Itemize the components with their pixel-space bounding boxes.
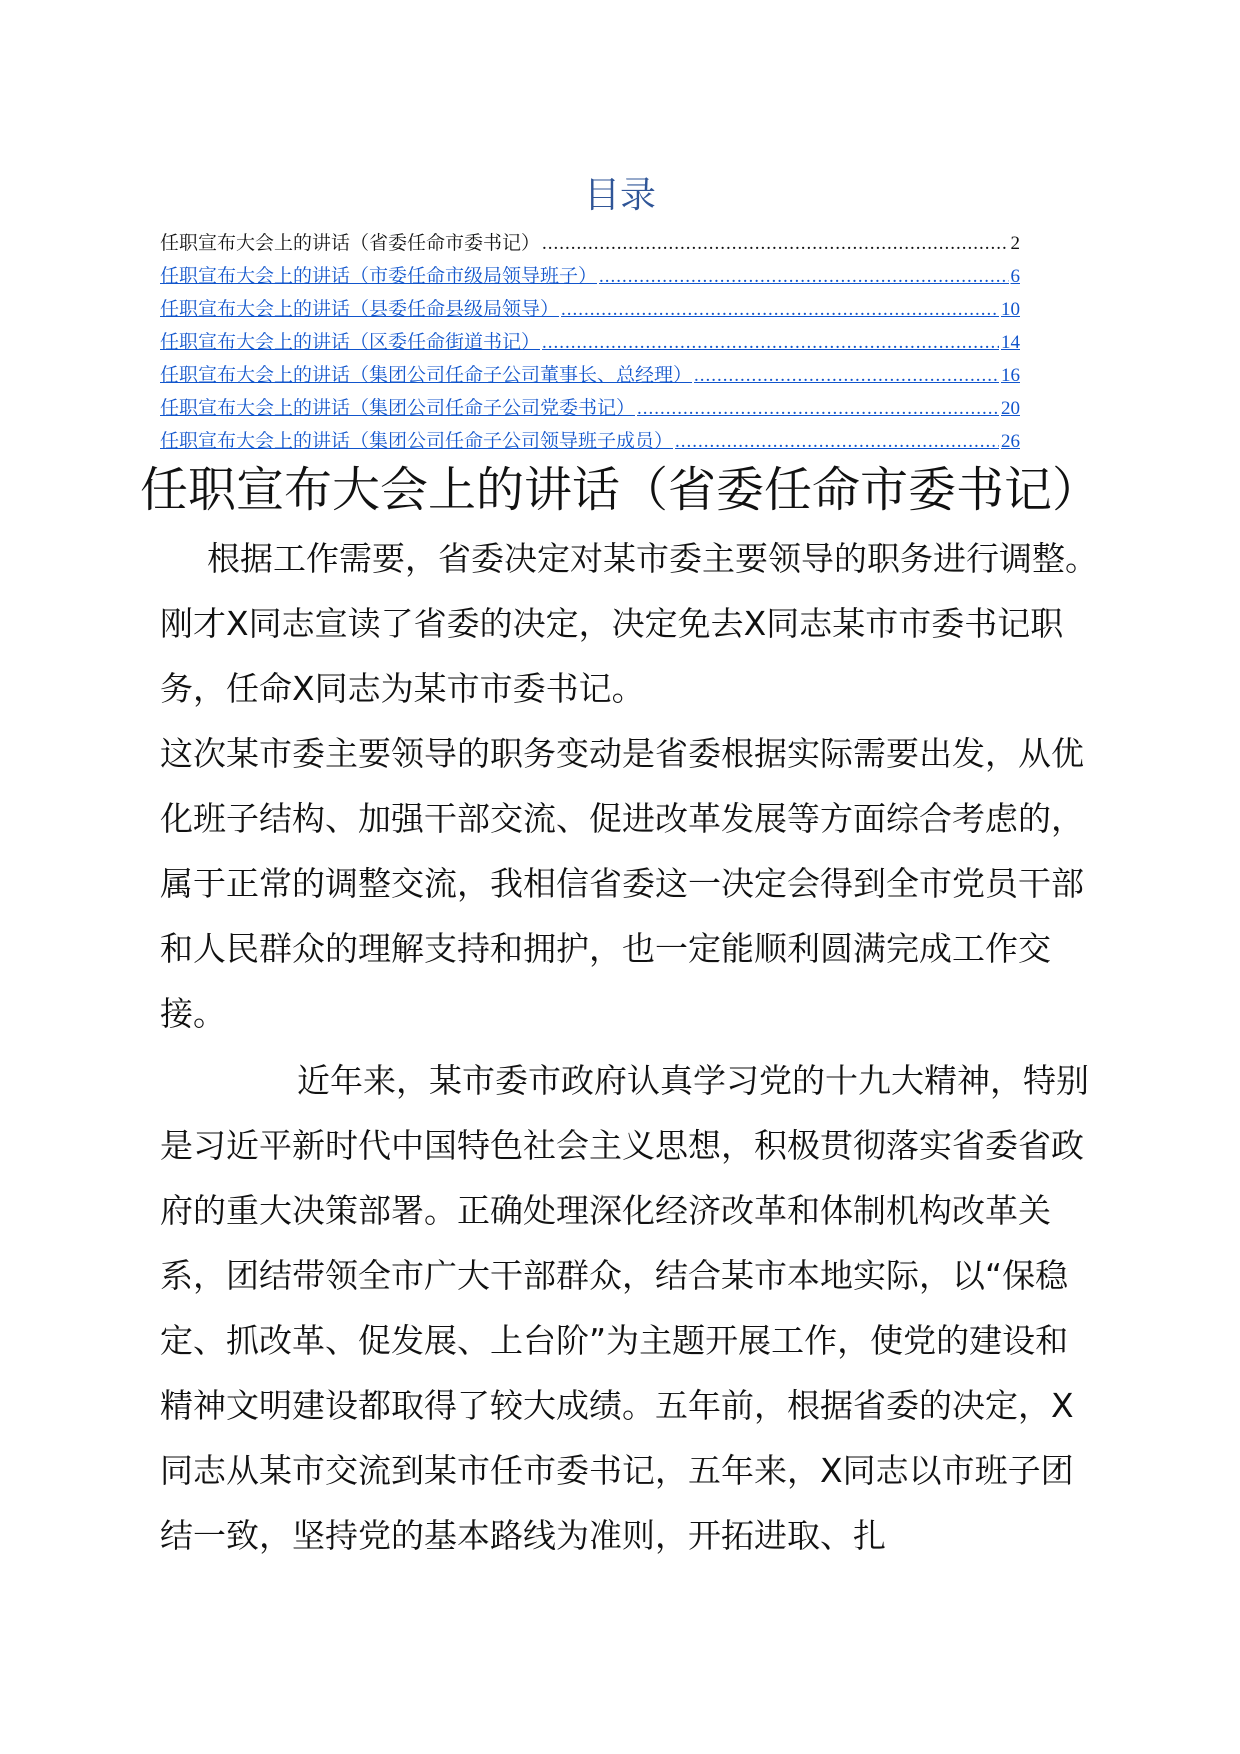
toc-entry-title: 任职宣布大会上的讲话（集团公司任命子公司领导班子成员） (160, 430, 674, 452)
table-of-contents (160, 228, 1020, 459)
article-body (160, 526, 1100, 1568)
toc-entry-link[interactable] (160, 360, 1020, 393)
toc-entry-title: 任职宣布大会上的讲话（区委任命街道书记） (160, 331, 541, 353)
toc-title: 目录 (583, 175, 656, 216)
toc-entry-page: 20 (1001, 398, 1020, 419)
toc-entry-page: 2 (1010, 233, 1020, 254)
body-paragraph: 根据工作需要，省委决定对某市委主要领导的职务进行调整。刚才X同志宣读了省委的决定，决定免去X同志某市市委书记职务，任命X同志为某市市委书记。 (160, 539, 1098, 708)
toc-entry-page: 16 (1001, 365, 1020, 386)
toc-entry-link[interactable] (160, 261, 1020, 294)
toc-leader-dots (675, 431, 999, 453)
toc-leader-dots (542, 332, 999, 354)
toc-entry-page: 6 (1010, 266, 1020, 287)
toc-entry-page: 10 (1001, 299, 1020, 320)
toc-entry-title: 任职宣布大会上的讲话（集团公司任命子公司党委书记） (160, 397, 636, 419)
toc-entry-link[interactable] (160, 393, 1020, 426)
body-paragraph: 这次某市委主要领导的职务变动是省委根据实际需要出发，从优化班子结构、加强干部交流、促进改革发展等方面综合考虑的，属于正常的调整交流，我相信省委这一决定会得到全市党员干部和人民群众的理解支持和拥护，也一定能顺利圆满完成工作交接。 (160, 734, 1084, 1033)
toc-leader-dots (561, 299, 999, 321)
toc-leader-dots (599, 266, 1008, 288)
article-heading: 任职宣布大会上的讲话（省委任命市委书记） (139, 462, 1100, 518)
toc-entry-title: 任职宣布大会上的讲话（市委任命市级局领导班子） (160, 265, 598, 287)
toc-entry-title: 任职宣布大会上的讲话（县委任命县级局领导） (160, 298, 560, 320)
toc-leader-dots (694, 365, 999, 387)
toc-entry-page: 26 (1001, 431, 1020, 452)
toc-entry-title: 任职宣布大会上的讲话（省委任命市委书记） (160, 232, 541, 254)
toc-entry-link[interactable] (160, 327, 1020, 360)
body-paragraph: 近年来，某市委市政府认真学习党的十九大精神，特别是习近平新时代中国特色社会主义思想，积极贯彻落实省委省政府的重大决策部署。正确处理深化经济改革和体制机构改革关系，团结带领全市广大干部群众，结合某市本地实际，以“保稳定、抓改革、促发展、上台阶”为主题开展工作，使党的建设和精神文明建设都取得了较大成绩。五年前，根据省委的决定，X同志从某市交流到某市任市委书记，五年来，X同志以市班子团结一致，坚持党的基本路线为准则，开拓进取、扎 (160, 1061, 1089, 1555)
toc-leader-dots (542, 233, 1008, 255)
toc-entry-link[interactable] (160, 426, 1020, 459)
toc-entry-page: 14 (1001, 332, 1020, 353)
toc-leader-dots (637, 398, 999, 420)
toc-entry-title: 任职宣布大会上的讲话（集团公司任命子公司董事长、总经理） (160, 364, 693, 386)
toc-entry[interactable] (160, 228, 1020, 261)
toc-entry-link[interactable] (160, 294, 1020, 327)
